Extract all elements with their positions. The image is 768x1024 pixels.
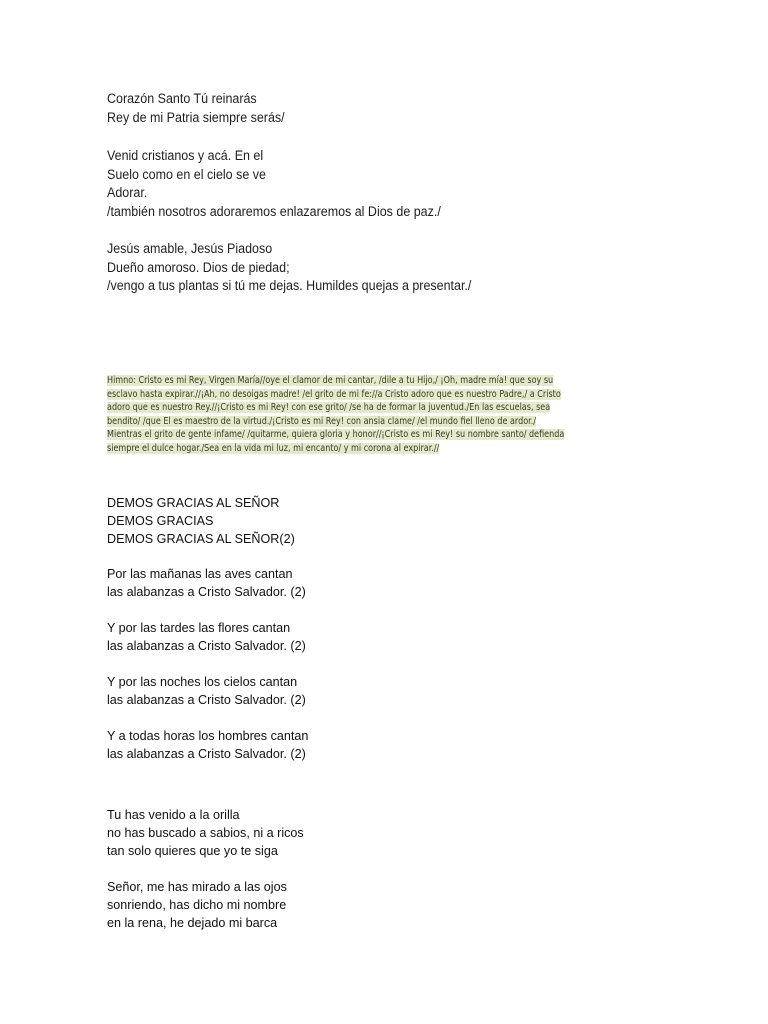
text-line: Venid cristianos y acá. En el [107,148,264,164]
text-line: Y por las tardes las flores cantan [107,621,291,635]
verse-mananas [107,565,306,601]
text-line: Rey de mi Patria siempre serás/ [107,109,285,126]
text-line: /vengo a tus plantas si tú me dejas. Humildes quejas a presentar./ [107,278,472,295]
text-line: las alabanzas a Cristo Salvador. (2) [107,585,306,599]
stanza-jesus-amable [107,240,521,296]
chorus-demos-gracias [107,494,295,548]
text-line: tan solo quieres que yo te siga [107,844,278,858]
text-line: en la rena, he dejado mi barca [107,916,278,930]
text-line: las alabanzas a Cristo Salvador. (2) [107,639,306,653]
song-orilla-stanza-2 [107,878,287,932]
hymn-line: esclavo hasta expirar.//¡Ah, no desoigas madre! /el grito de mi fe://a Cristo adoro que es nuestro Padre,/ a Cristo [107,388,561,400]
text-line: /también nosotros adoraremos enlazaremos al Dios de paz./ [107,204,441,221]
hymn-line: Mientras el grito de gente infame/ /quitarme, quiera gloria y honor//¡Cristo es mi Rey! su nombre santo/ defienda [107,429,565,441]
text-line: Adorar. [107,185,148,202]
text-line: las alabanzas a Cristo Salvador. (2) [107,747,306,761]
hymn-line: bendito/ /que El es maestro de la virtud./¡Cristo es mi Rey! con ansia clame/ /el mundo fiel lleno de ardor./ [107,415,537,427]
text-line: DEMOS GRACIAS AL SEÑOR [107,496,280,510]
text-line: Dueño amoroso. Dios de piedad; [107,259,290,276]
text-line: no has buscado a sabios, ni a ricos [107,826,304,840]
text-line: Y a todas horas los hombres cantan [107,729,309,743]
text-line: Señor, me has mirado a las ojos [107,880,287,894]
song-orilla-stanza-1 [107,806,304,860]
hymn-line: siempre el dulce hogar./Sea en la vida mi luz, mi encanto/ y mi corona al expirar.// [107,442,440,454]
stanza-venid-cristianos [107,147,486,222]
hymn-line: adoro que es nuestro Rey.//¡Cristo es mi Rey! con ese grito/ /se ha de formar la juventud./En las escuelas, sea [107,402,551,414]
text-line: DEMOS GRACIAS AL SEÑOR(2) [107,532,295,546]
hymn-line: Himno: Cristo es mi Rey, Virgen María//oye el clamor de mi cantar, /dile a tu Hijo,/ ¡Oh, madre mía! que soy su [107,375,554,386]
verse-todas-horas [107,727,308,763]
text-line: Suelo como en el cielo se ve [107,166,266,183]
text-line: sonriendo, has dicho mi nombre [107,898,287,912]
verse-noches [107,673,306,709]
stanza-corazon-santo [107,90,309,127]
text-line: las alabanzas a Cristo Salvador. (2) [107,693,306,707]
text-line: DEMOS GRACIAS [107,514,214,528]
text-line: Jesús amable, Jesús Piadoso [107,241,273,257]
hymn-paragraph [107,374,652,456]
verse-tardes [107,619,306,655]
text-line: Por las mañanas las aves cantan [107,567,293,581]
text-line: Y por las noches los cielos cantan [107,675,298,689]
text-line: Corazón Santo Tú reinarás [107,91,257,107]
text-line: Tu has venido a la orilla [107,808,240,822]
